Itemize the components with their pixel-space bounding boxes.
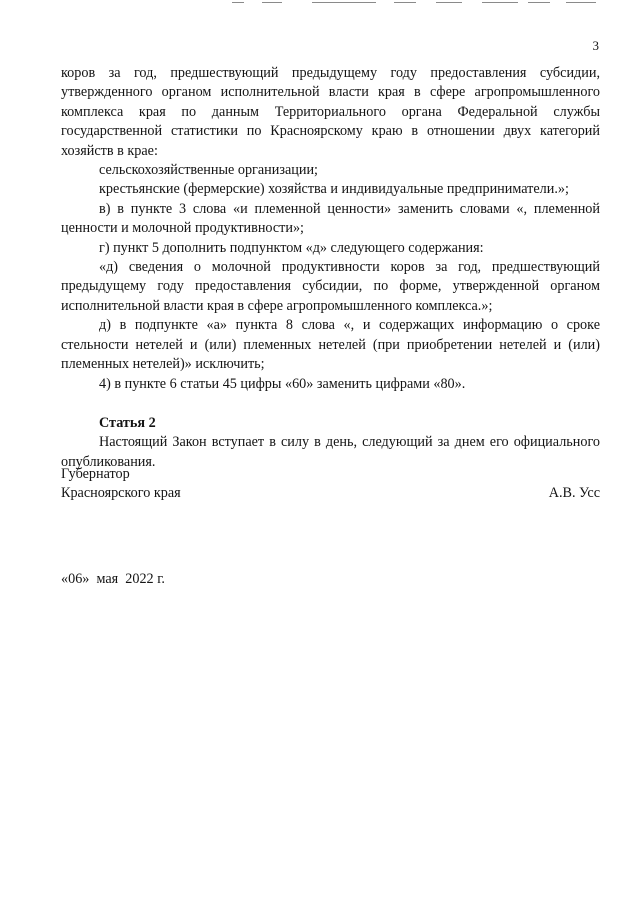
paragraph: коров за год, предшествующий предыдущему году предоставления субсидии, утвержденного органом исполнительной власти края в сфере агропромышленного комплекса края по данным Территориального органа Федеральной службы государственной статистики по Красноярскому краю в отношении двух категорий хозяйств в крае: (61, 65, 600, 159)
signatory-region: Красноярского края (61, 485, 181, 502)
paragraph: г) пункт 5 дополнить подпунктом «д» следующего содержания: (99, 239, 484, 256)
document-body (61, 64, 600, 472)
paragraph: 4) в пункте 6 статьи 45 цифры «60» заменить цифрами «80». (99, 375, 466, 392)
paragraph: сельскохозяйственные организации; (99, 162, 318, 179)
signatory-name: А.В. Усс (548, 485, 600, 502)
paragraph: крестьянские (фермерские) хозяйства и индивидуальные предприниматели.»; (99, 181, 569, 198)
article-section (61, 414, 600, 472)
signature-block (61, 465, 600, 504)
document-date: «06» мая 2022 г. (61, 571, 165, 587)
article-heading: Статья 2 (99, 414, 156, 431)
article-text: Настоящий Закон вступает в силу в день, следующий за днем его официального опубликования. (61, 434, 600, 470)
page-number: 3 (592, 38, 599, 53)
scan-artifact-lines (0, 0, 639, 6)
paragraph: д) в подпункте «а» пункта 8 слова «, и содержащих информацию о сроке стельности нетелей и (или) племенных нетелей (при приобретении нетелей и (или) племенных нетелей)» исключить; (61, 317, 600, 373)
paragraph: «д) сведения о молочной продуктивности коров за год, предшествующий предыдущему году предоставления субсидии, по форме, утвержденной органом исполнительной власти края в сфере агропромышленного комплекса.»; (61, 259, 600, 314)
paragraph: в) в пункте 3 слова «и племенной ценности» заменить словами «, племенной ценности и молочной продуктивности»; (61, 200, 600, 237)
signatory-title: Губернатор (61, 466, 130, 482)
